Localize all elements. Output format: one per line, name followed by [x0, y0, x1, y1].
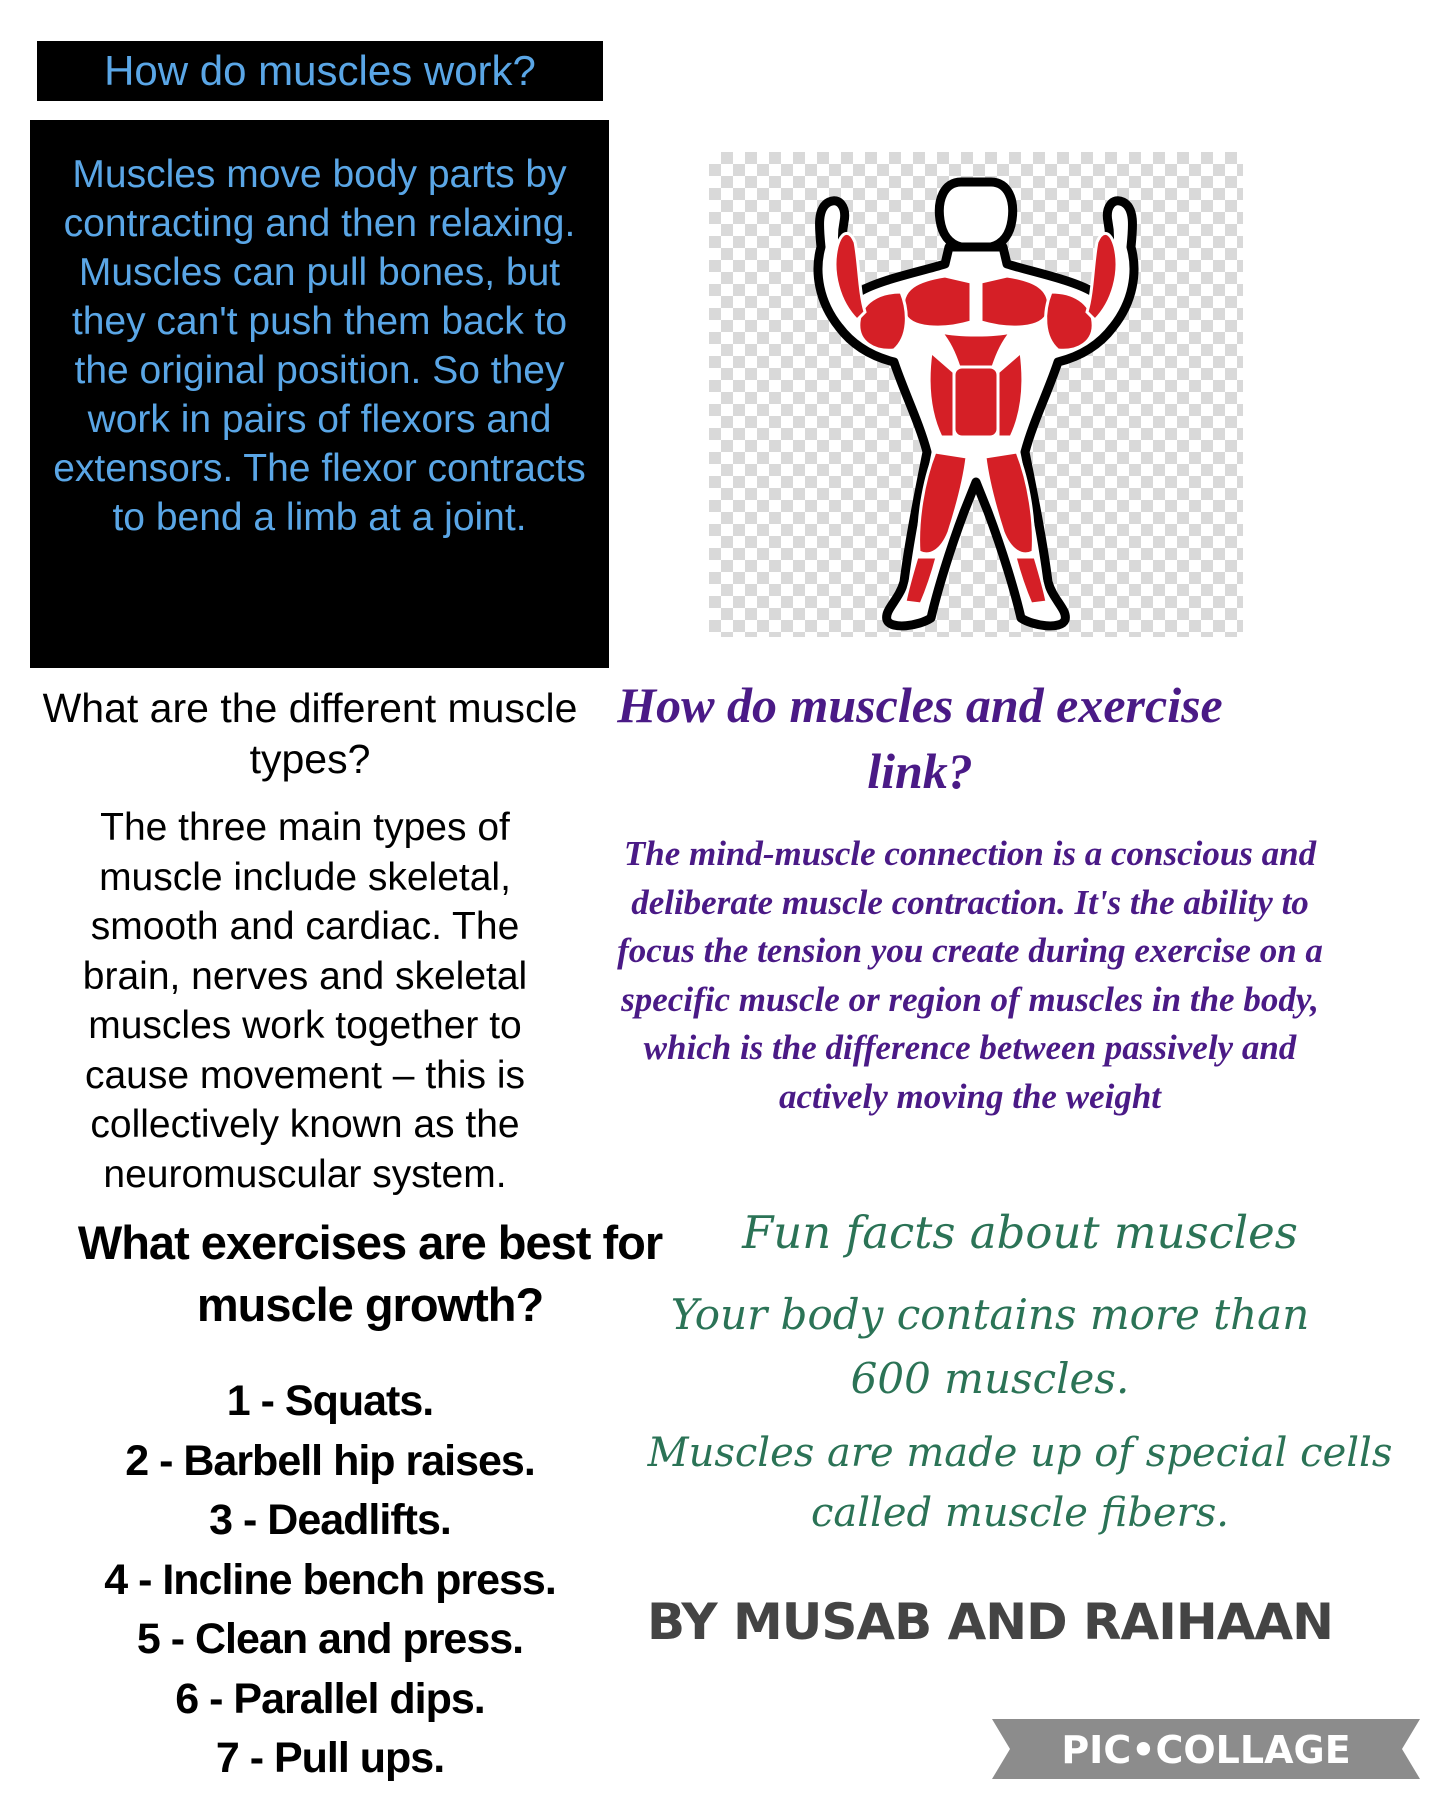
pic-collage-watermark: [992, 1719, 1420, 1779]
exercise-link-body: The mind-muscle connection is a conscious and deliberate muscle contraction. It's the ability to focus the tension you create during exercise on a specific muscle or region of muscles in the body, which is the difference between passively and actively moving the weight: [617, 834, 1323, 1116]
list-item: 6 - Parallel dips.: [175, 1674, 485, 1723]
watermark-text: PIC•COLLAGE: [1061, 1728, 1351, 1772]
list-item: 7 - Pull ups.: [215, 1734, 445, 1782]
exercise-link-heading: How do muscles and exercise link?: [617, 677, 1223, 799]
fun-facts-heading: Fun facts about muscles: [742, 1206, 1298, 1259]
watermark-badge-icon: [992, 1719, 1420, 1779]
muscle-figure-image: [709, 152, 1243, 637]
muscle-anatomy-figure-icon: [709, 152, 1243, 637]
intro-body: Muscles move body parts by contracting and then relaxing. Muscles can pull bones, but they can't push them back to the original position. So they work in pairs of flexors and extensors. The flexor contracts to bend a limb at a joint.: [53, 153, 586, 539]
fun-fact-item: Your body contains more than 600 muscles.: [670, 1290, 1310, 1403]
title-text: How do muscles work?: [104, 47, 536, 94]
exercise-list: [70, 1372, 590, 1789]
muscle-types-body: The three main types of muscle include skeletal, smooth and cardiac. The brain, nerves and skeletal muscles work together to cause movement – this is collectively known as the neuromuscular system.: [82, 806, 528, 1196]
muscle-types-heading: What are the different muscle types?: [42, 685, 578, 782]
title-banner: [37, 41, 603, 101]
authors-credit: BY MUSAB AND RAIHAAN: [647, 1593, 1333, 1651]
fun-fact-item: Muscles are made up of special cells called muscle fibers.: [647, 1430, 1393, 1536]
list-item: 3 - Deadlifts.: [209, 1496, 451, 1544]
intro-text-box: [30, 120, 609, 668]
list-item: 5 - Clean and press.: [136, 1615, 524, 1663]
list-item: 1 - Squats.: [226, 1377, 434, 1425]
best-exercises-heading: What exercises are best for muscle growth?: [77, 1216, 663, 1331]
list-item: 4 - Incline bench press.: [104, 1555, 556, 1604]
list-item: 2 - Barbell hip raises.: [125, 1436, 535, 1485]
